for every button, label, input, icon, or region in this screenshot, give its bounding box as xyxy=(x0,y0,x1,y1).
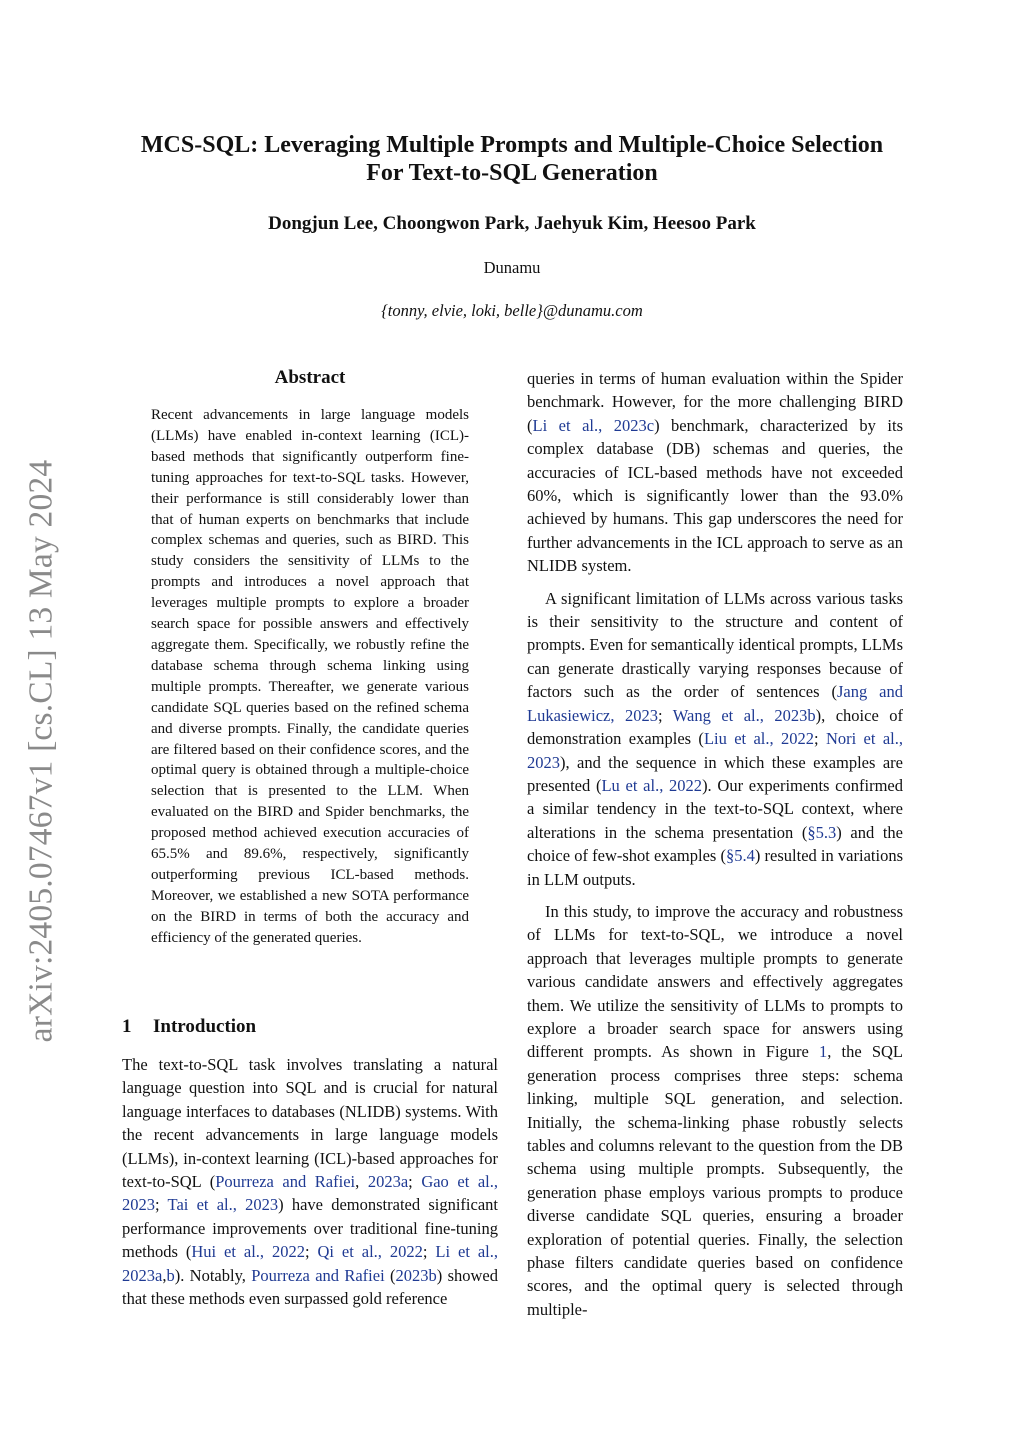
citation-link[interactable]: Lu et al., 2022 xyxy=(601,775,703,795)
paper-affiliation: Dunamu xyxy=(483,258,541,277)
paper-title-line-2: For Text-to-SQL Generation xyxy=(366,160,658,186)
arxiv-sidebar xyxy=(12,445,70,1057)
abstract-heading: Abstract xyxy=(274,367,346,388)
intro-paragraph-2: queries in terms of human evaluation within the Spider benchmark. However, for the more challenging BIRD (Li et al., 2023c) benchmark, characterized by its complex database (DB) schemas and queries, the accuracies of ICL-based methods have not exceeded 60%, which is significantly lower than the 93.0% achieved by humans. This gap underscores the need for further advancements in the ICL approach to serve as an NLIDB system. xyxy=(527,369,903,576)
citation-link[interactable]: Liu et al., 2022 xyxy=(703,729,814,749)
citation-link[interactable]: Jang and Lukasiewicz, 2023 xyxy=(527,682,904,725)
citation-link[interactable]: 2023a xyxy=(367,1172,409,1192)
right-column xyxy=(527,367,903,1321)
section-reference-link[interactable]: §5.4 xyxy=(726,846,755,866)
left-column xyxy=(122,1053,498,1310)
section-heading-introduction xyxy=(122,1016,256,1038)
citation-link[interactable]: b xyxy=(166,1265,175,1285)
citation-link[interactable]: Pourreza and Rafiei xyxy=(215,1172,356,1192)
paper-authors: Dongjun Lee, Choongwon Park, Jaehyuk Kim, Heesoo Park xyxy=(268,213,756,234)
paper-email: {tonny, elvie, loki, belle}@dunamu.com xyxy=(381,301,643,320)
paper-title xyxy=(100,131,924,187)
citation-link[interactable]: 2023b xyxy=(395,1265,437,1285)
section-reference-link[interactable]: §5.3 xyxy=(807,822,837,842)
citation-link[interactable]: Tai et al., 2023 xyxy=(167,1195,279,1215)
paper-title-line-1: MCS-SQL: Leveraging Multiple Prompts and Multiple-Choice Selection xyxy=(140,132,884,158)
figure-reference-link[interactable]: 1 xyxy=(819,1042,828,1062)
citation-link[interactable]: Wang et al., 2023b xyxy=(672,705,816,725)
arxiv-identifier: arXiv:2405.07467v1 [cs.CL] 13 May 2024 xyxy=(22,459,59,1043)
section-number: 1 xyxy=(122,1016,132,1037)
citation-link[interactable]: Pourreza and Rafiei xyxy=(251,1265,385,1285)
citation-link[interactable]: Li et al., 2023c xyxy=(532,415,655,435)
section-title: Introduction xyxy=(153,1016,257,1037)
citation-link[interactable]: Gao et al., 2023 xyxy=(122,1172,499,1215)
citation-link[interactable]: Hui et al., 2022 xyxy=(191,1242,305,1262)
intro-paragraph-3: A significant limitation of LLMs across various tasks is their sensitivity to the structure and content of prompts. Even for semantically identical prompts, LLMs can generate drastically varying responses because of factors such as the order of sentences (Jang and Lukasiewicz, 2023; Wang et al., 2023b), choice of demonstration examples (Liu et al., 2022; Nori et al., 2023), and the sequence in which these examples are presented (Lu et al., 2022). Our experiments confirmed a similar tendency in the text-to-SQL context, where alterations in the schema presentation (§5.3) and the choice of few-shot examples (§5.4) resulted in variations in LLM outputs. xyxy=(527,588,904,889)
citation-link[interactable]: Qi et al., 2022 xyxy=(317,1242,423,1262)
citation-link[interactable]: Li et al., 2023a xyxy=(122,1242,498,1285)
citation-link[interactable]: Nori et al., 2023 xyxy=(527,729,903,772)
intro-paragraph-4: In this study, to improve the accuracy and robustness of LLMs for text-to-SQL, we introduce a novel approach that leverages multiple prompts to generate various candidate answers and effectively aggregates them. We utilize the sensitivity of LLMs to prompts to explore a broader search space for answers using different prompts. As shown in Figure 1, the SQL generation process comprises three steps: schema linking, multiple SQL generation, and selection. Initially, the schema-linking phase robustly selects tables and columns relevant to the question from the DB schema using multiple prompts. Subsequently, the generation phase employs various prompts to produce diverse candidate SQL queries, ensuring a broader exploration of potential queries. Finally, the selection phase filters candidate queries based on confidence scores, and the optimal query is selected through multiple- xyxy=(527,901,903,1319)
abstract-body: Recent advancements in large language models (LLMs) have enabled in-context learning (ICL)-based methods that significantly outperform fine-tuning approaches for text-to-SQL tasks. However, their performance is still considerably lower than that of human experts on benchmarks that include complex schemas and queries, such as BIRD. This study considers the sensitivity of LLMs to the prompts and introduces a novel approach that leverages multiple prompts to explore a broader search space for possible answers and effectively aggregate them. Specifically, we robustly refine the database schema through schema linking using multiple prompts. Thereafter, we generate various candidate SQL queries based on the refined schema and diverse prompts. Finally, the candidate queries are filtered based on their confidence scores, and the optimal query is obtained through a multiple-choice selection that is presented to the LLM. When evaluated on the BIRD and Spider benchmarks, the proposed method achieved execution accuracies of 65.5% and 89.6%, respectively, significantly outperforming previous ICL-based methods. Moreover, we established a new SOTA performance on the BIRD in terms of both the accuracy and efficiency of the generated queries. xyxy=(151,407,469,946)
intro-paragraph-1: The text-to-SQL task involves translating a natural language question into SQL and is crucial for natural language interfaces to databases (NLIDB) systems. With the recent advancements in large language models (LLMs), in-context learning (ICL)-based approaches for text-to-SQL (Pourreza and Rafiei, 2023a; Gao et al., 2023; Tai et al., 2023) have demonstrated significant performance improvements over traditional fine-tuning methods (Hui et al., 2022; Qi et al., 2022; Li et al., 2023a,b). Notably, Pourreza and Rafiei (2023b) showed that these methods even surpassed gold reference xyxy=(122,1055,499,1309)
